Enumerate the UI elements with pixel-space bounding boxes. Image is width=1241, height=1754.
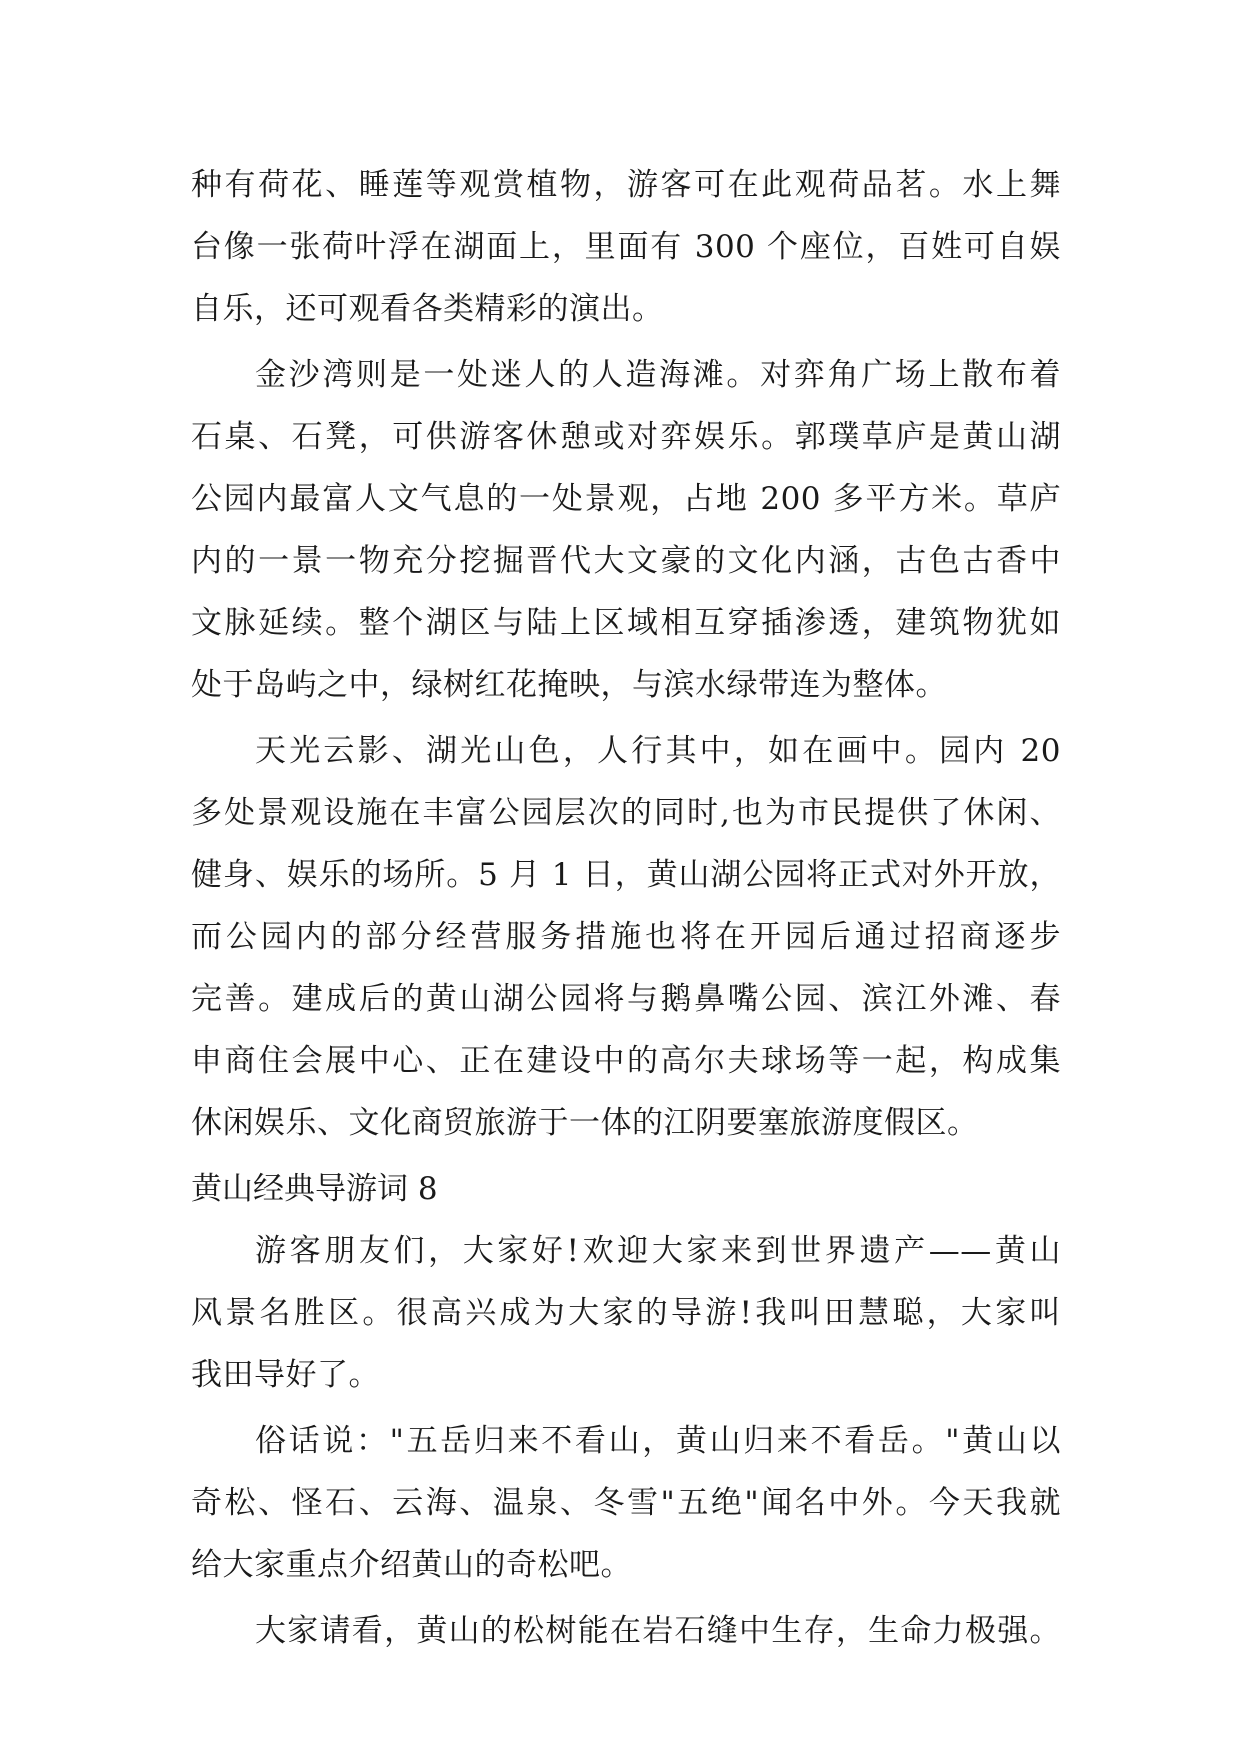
text-line: 大家请看，黄山的松树能在岩石缝中生存，生命力极强。 — [255, 1613, 1061, 1649]
text-line: 自乐，还可观看各类精彩的演出。 — [191, 291, 664, 327]
paragraph — [191, 344, 1061, 716]
text-line: 天光云影、湖光山色，人行其中，如在画中。园内 20 — [255, 733, 1061, 769]
text-line: 石桌、石凳，可供游客休憩或对弈娱乐。郭璞草庐是黄山湖 — [191, 419, 1061, 455]
paragraph — [191, 1410, 1061, 1596]
paragraph — [191, 1220, 1061, 1406]
text-line: 奇松、怪石、云海、温泉、冬雪"五绝"闻名中外。今天我就 — [191, 1485, 1061, 1521]
text-line: 多处景观设施在丰富公园层次的同时,也为市民提供了休闲、 — [191, 795, 1061, 831]
paragraph — [191, 1600, 1061, 1662]
text-line: 而公园内的部分经营服务措施也将在开园后通过招商逐步 — [191, 919, 1061, 955]
text-line: 内的一景一物充分挖掘晋代大文豪的文化内涵，古色古香中 — [191, 543, 1061, 579]
paragraph — [191, 154, 1061, 340]
text-line: 金沙湾则是一处迷人的人造海滩。对弈角广场上散布着 — [255, 357, 1061, 393]
text-line: 健身、娱乐的场所。5 月 1 日，黄山湖公园将正式对外开放， — [191, 857, 1061, 893]
text-line: 公园内最富人文气息的一处景观，占地 200 多平方米。草庐 — [191, 481, 1061, 517]
text-line: 文脉延续。整个湖区与陆上区域相互穿插渗透，建筑物犹如 — [191, 605, 1061, 641]
text-line: 处于岛屿之中，绿树红花掩映，与滨水绿带连为整体。 — [191, 667, 947, 703]
text-line: 申商住会展中心、正在建设中的高尔夫球场等一起，构成集 — [191, 1043, 1061, 1079]
text-line: 我田导好了。 — [191, 1357, 380, 1393]
text-line: 种有荷花、睡莲等观赏植物，游客可在此观荷品茗。水上舞 — [191, 167, 1061, 203]
text-line: 完善。建成后的黄山湖公园将与鹅鼻嘴公园、滨江外滩、春 — [191, 981, 1061, 1017]
paragraph — [191, 720, 1061, 1154]
text-line: 游客朋友们，大家好!欢迎大家来到世界遗产——黄山 — [255, 1233, 1061, 1269]
section-title: 黄山经典导游词 8 — [191, 1171, 438, 1207]
text-line: 给大家重点介绍黄山的奇松吧。 — [191, 1547, 632, 1583]
document-body — [191, 154, 1061, 1666]
text-line: 俗话说："五岳归来不看山，黄山归来不看岳。"黄山以 — [255, 1423, 1061, 1459]
text-line: 台像一张荷叶浮在湖面上，里面有 300 个座位，百姓可自娱 — [191, 229, 1061, 265]
text-line: 风景名胜区。很高兴成为大家的导游!我叫田慧聪，大家叫 — [191, 1295, 1061, 1331]
text-line: 休闲娱乐、文化商贸旅游于一体的江阴要塞旅游度假区。 — [191, 1105, 979, 1141]
